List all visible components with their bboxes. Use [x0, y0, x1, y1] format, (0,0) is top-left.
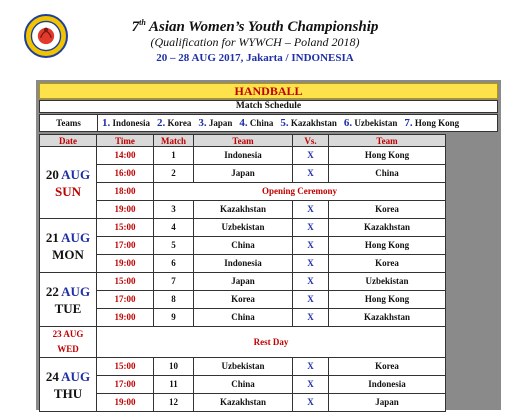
- match-row: [40, 394, 446, 412]
- match-number: 6: [154, 255, 194, 273]
- match-number: 4: [154, 219, 194, 237]
- col-time: Time: [97, 135, 154, 147]
- match-row: [40, 358, 446, 376]
- sport-banner: HANDBALL: [39, 83, 498, 99]
- away-team: Kazakhstan: [329, 219, 446, 237]
- match-row: [40, 255, 446, 273]
- team-number: 3.: [198, 117, 207, 129]
- vs-marker: X: [293, 358, 329, 376]
- day-date: [40, 167, 96, 184]
- match-number: 3: [154, 201, 194, 219]
- team-name: Hong Kong: [414, 118, 460, 128]
- day-date: [40, 369, 96, 386]
- day-month: AUG: [61, 229, 91, 245]
- away-team: Uzbekistan: [329, 273, 446, 291]
- team-entry: [102, 117, 150, 129]
- match-number: 11: [154, 376, 194, 394]
- day-weekday: THU: [53, 385, 83, 401]
- match-number: 1: [154, 147, 194, 165]
- home-team: China: [194, 376, 293, 394]
- match-time: 14:00: [97, 147, 154, 165]
- match-row: [40, 273, 446, 291]
- page-subtitle: (Qualification for WYWCH – Poland 2018): [150, 35, 360, 49]
- vs-marker: X: [293, 394, 329, 412]
- day-month: AUG: [61, 368, 91, 384]
- match-time: 15:00: [97, 219, 154, 237]
- asian-handball-federation-logo: [24, 14, 68, 58]
- team-entry: [344, 117, 398, 129]
- home-team: China: [194, 237, 293, 255]
- match-row: [40, 376, 446, 394]
- teams-list: [98, 117, 466, 129]
- vs-marker: X: [293, 291, 329, 309]
- team-name: Korea: [167, 118, 192, 128]
- team-number: 4.: [239, 117, 248, 129]
- vs-marker: X: [293, 273, 329, 291]
- page-title: 7th Asian Women’s Youth Championship: [131, 18, 379, 35]
- match-number: 10: [154, 358, 194, 376]
- away-team: Hong Kong: [329, 291, 446, 309]
- match-row: [40, 237, 446, 255]
- away-team: Korea: [329, 255, 446, 273]
- match-row: [40, 165, 446, 183]
- schedule-heading: Match Schedule: [39, 100, 498, 113]
- day-cell: [40, 219, 97, 273]
- day-month: AUG: [61, 283, 91, 299]
- home-team: Indonesia: [194, 255, 293, 273]
- home-team: Japan: [194, 273, 293, 291]
- rest-day-label: Rest Day: [97, 327, 446, 358]
- team-number: 5.: [280, 117, 289, 129]
- match-row: [40, 219, 446, 237]
- day-date: [40, 230, 96, 247]
- home-team: Japan: [194, 165, 293, 183]
- match-number: 5: [154, 237, 194, 255]
- away-team: Korea: [329, 201, 446, 219]
- match-time: 17:00: [97, 376, 154, 394]
- match-row: [40, 147, 446, 165]
- match-row: [40, 291, 446, 309]
- team-entry: [404, 117, 459, 129]
- match-time: 18:00: [97, 183, 154, 201]
- vs-marker: X: [293, 201, 329, 219]
- vs-marker: X: [293, 147, 329, 165]
- day-number: 22: [45, 283, 59, 299]
- team-entry: [239, 117, 273, 129]
- away-team: Kazakhstan: [329, 309, 446, 327]
- day-number: 24: [45, 368, 59, 384]
- teams-label: Teams: [40, 115, 98, 131]
- team-name: China: [249, 118, 274, 128]
- day-number: 20: [45, 166, 59, 182]
- home-team: Kazakhstan: [194, 201, 293, 219]
- event-dates-location: 20 – 28 AUG 2017, Jakarta / INDONESIA: [156, 52, 354, 64]
- match-time: 17:00: [97, 237, 154, 255]
- match-number: 7: [154, 273, 194, 291]
- away-team: China: [329, 165, 446, 183]
- match-time: 15:00: [97, 273, 154, 291]
- team-name: Kazakhstan: [290, 118, 337, 128]
- home-team: Korea: [194, 291, 293, 309]
- col-team2: Team: [329, 135, 446, 147]
- team-name: Indonesia: [112, 118, 151, 128]
- day-cell: [40, 273, 97, 327]
- match-row: [40, 201, 446, 219]
- home-team: Indonesia: [194, 147, 293, 165]
- vs-marker: X: [293, 165, 329, 183]
- match-time: 19:00: [97, 201, 154, 219]
- rest-day-weekday: WED: [57, 344, 79, 354]
- table-header-row: [40, 135, 446, 147]
- day-month: AUG: [61, 166, 91, 182]
- team-entry: [280, 117, 337, 129]
- match-time: 19:00: [97, 394, 154, 412]
- rest-day-row: [40, 327, 446, 358]
- day-date: [40, 284, 96, 301]
- team-number: 2.: [157, 117, 166, 129]
- col-team1: Team: [194, 135, 293, 147]
- col-match: Match: [154, 135, 194, 147]
- team-number: 7.: [404, 117, 413, 129]
- team-entry: [198, 117, 232, 129]
- vs-marker: X: [293, 237, 329, 255]
- match-time: 15:00: [97, 358, 154, 376]
- home-team: Uzbekistan: [194, 219, 293, 237]
- day-number: 21: [45, 229, 59, 245]
- home-team: Uzbekistan: [194, 358, 293, 376]
- match-time: 19:00: [97, 309, 154, 327]
- match-time: 19:00: [97, 255, 154, 273]
- team-number: 6.: [343, 117, 353, 129]
- col-date: Date: [40, 135, 97, 147]
- vs-marker: X: [293, 309, 329, 327]
- day-cell: [40, 358, 97, 412]
- match-number: 9: [154, 309, 194, 327]
- teams-row: [39, 114, 498, 132]
- away-team: Hong Kong: [329, 147, 446, 165]
- day-weekday: SUN: [54, 183, 81, 199]
- match-time: 16:00: [97, 165, 154, 183]
- rest-day-date: [40, 327, 97, 358]
- away-team: Japan: [329, 394, 446, 412]
- col-vs: Vs.: [293, 135, 329, 147]
- event-label: Opening Ceremony: [154, 183, 446, 201]
- match-number: 12: [154, 394, 194, 412]
- team-name: Uzbekistan: [354, 118, 398, 128]
- schedule-sheet: [36, 80, 501, 410]
- match-number: 2: [154, 165, 194, 183]
- team-number: 1.: [102, 117, 111, 129]
- home-team: Kazakhstan: [194, 394, 293, 412]
- match-time: 17:00: [97, 291, 154, 309]
- vs-marker: X: [293, 376, 329, 394]
- match-row: [40, 309, 446, 327]
- day-cell: [40, 147, 97, 219]
- event-row: [40, 183, 446, 201]
- team-entry: [157, 117, 191, 129]
- rest-day-date-line: 23 AUG: [52, 329, 84, 339]
- away-team: Korea: [329, 358, 446, 376]
- day-weekday: MON: [52, 246, 84, 262]
- day-weekday: TUE: [54, 300, 82, 316]
- match-number: 8: [154, 291, 194, 309]
- vs-marker: X: [293, 219, 329, 237]
- away-team: Indonesia: [329, 376, 446, 394]
- schedule-body: [40, 147, 446, 412]
- team-name: Japan: [208, 118, 233, 128]
- vs-marker: X: [293, 255, 329, 273]
- home-team: China: [194, 309, 293, 327]
- match-schedule-table: [39, 134, 446, 412]
- away-team: Hong Kong: [329, 237, 446, 255]
